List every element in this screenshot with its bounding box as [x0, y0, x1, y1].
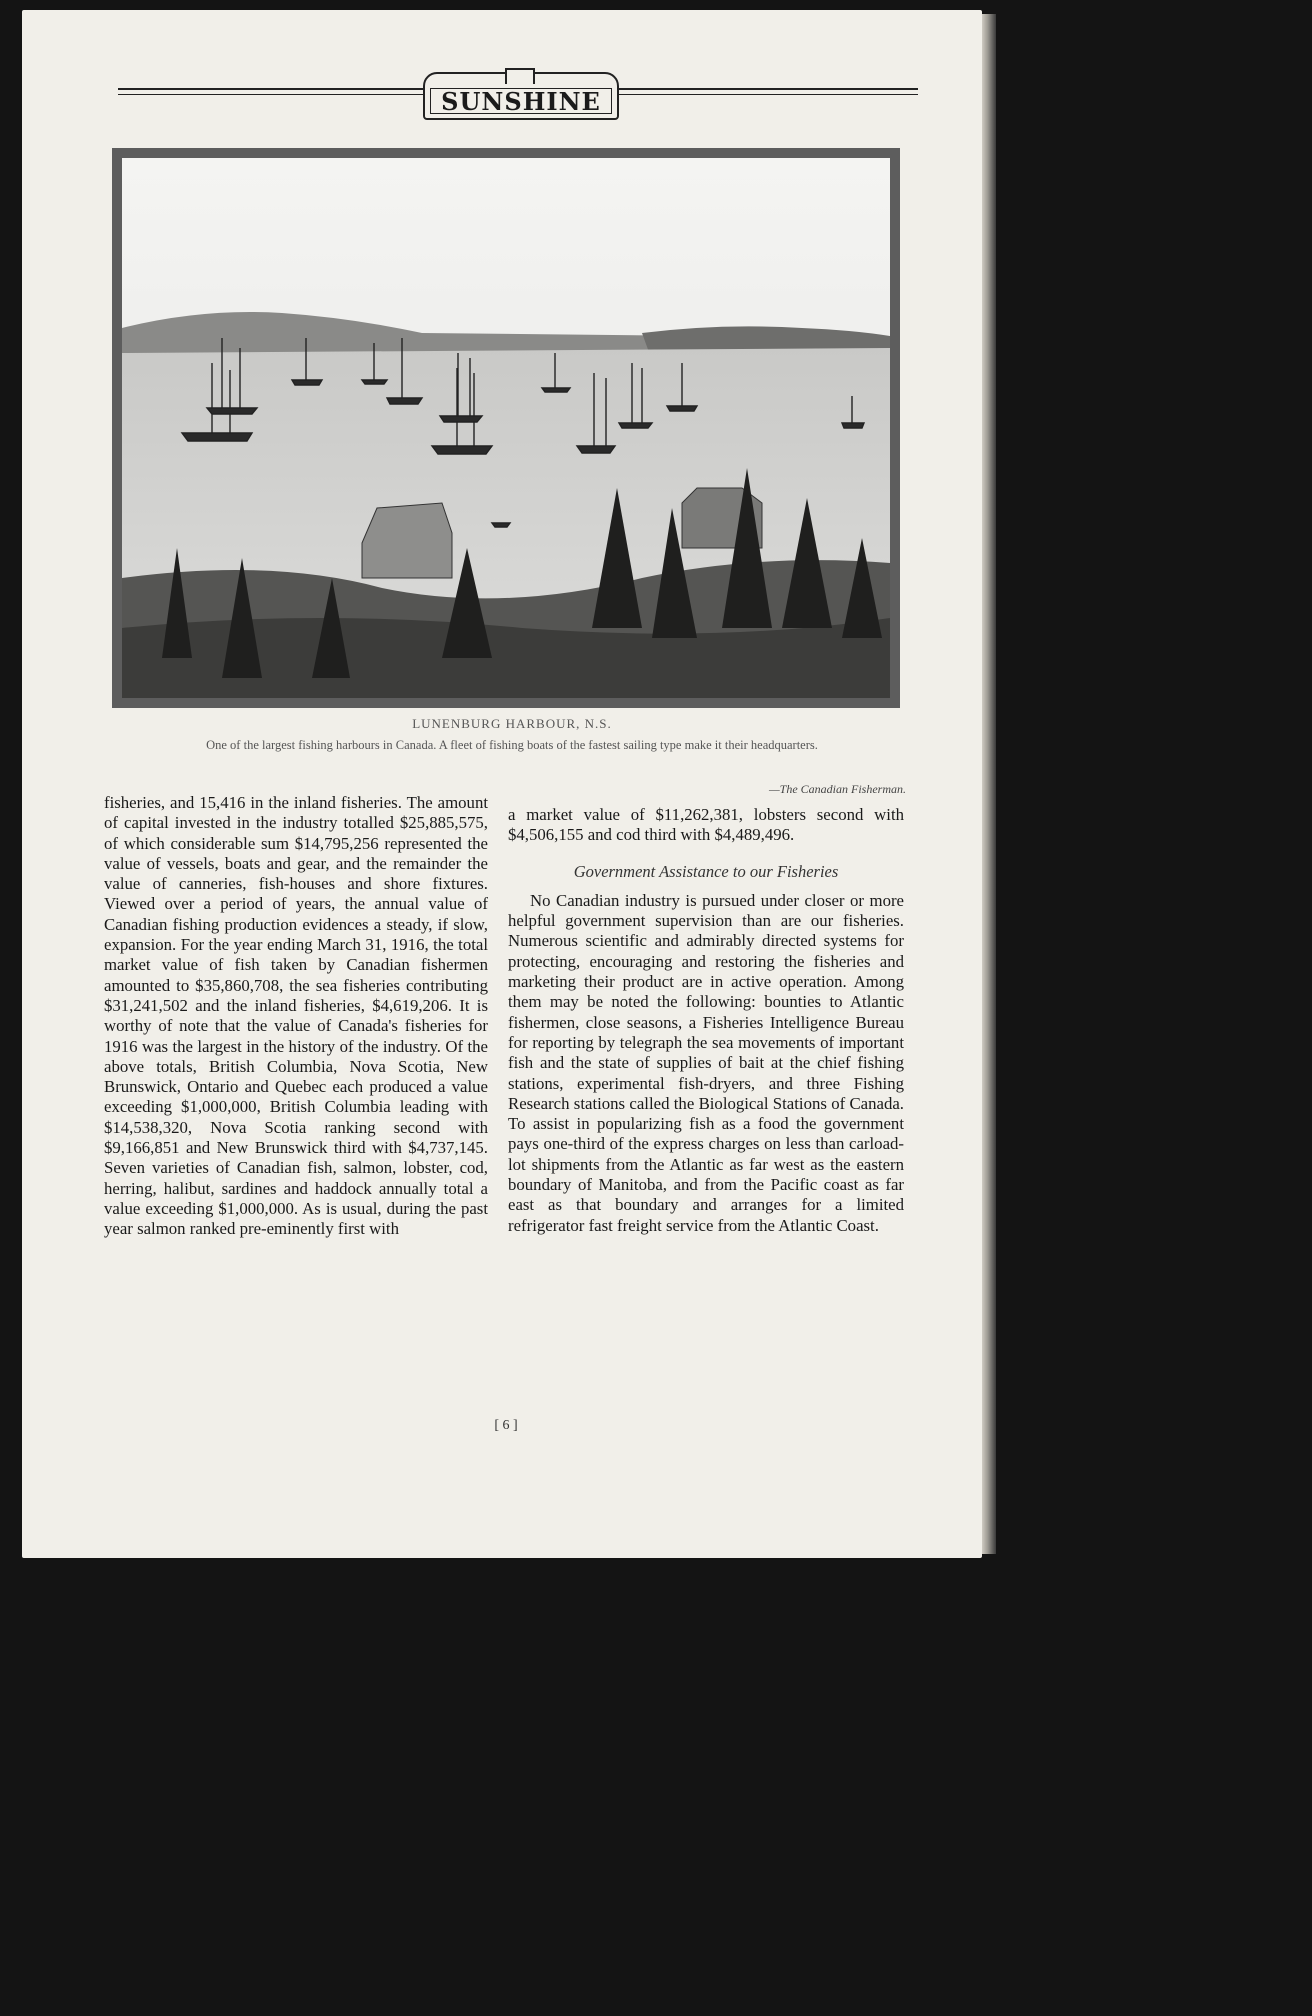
right-column-intro: a market value of $11,262,381, lobsters second with $4,506,155 and cod third with $4,489,496. [508, 805, 904, 845]
right-column-paragraph: No Canadian industry is pursued under closer or more helpful government supervision than are our fisheries. Numerous scientific and admirably directed systems for protecting, encouraging and restoring the fisheries and marketing their product are in active operation. Among them may be noted the following: bounties to Atlantic fishermen, close seasons, a Fisheries Intelligence Bureau for reporting by telegraph the sea movements of important fish and the state of supplies of bait at the chief fishing stations, experimental fish-dryers, and three Fishing Research stations called the Biological Stations of Canada. To assist in popularizing fish as a food the government pays one-third of the express charges on less than carload-lot shipments from the Atlantic as far west as the eastern boundary of Manitoba, and from the Pacific coast as far east as that boundary and arranges for a limited refrigerator fast freight service from the Atlantic Coast. [508, 890, 904, 1235]
page-edge [982, 14, 996, 1554]
masthead-crest [505, 68, 535, 84]
masthead [118, 62, 918, 124]
section-heading: Government Assistance to our Fisheries [573, 861, 839, 881]
page-number: [ 6 ] [494, 1418, 518, 1433]
masthead-plate [423, 72, 619, 120]
masthead-title: SUNSHINE [441, 86, 601, 116]
photo-caption [112, 716, 912, 796]
caption-text: One of the largest fishing harbours in Canada. A fleet of fishing boats of the fastest sailing type make it their headquarters. [206, 738, 818, 752]
photo-frame [112, 148, 900, 708]
left-column [104, 793, 488, 1240]
left-column-text: fisheries, and 15,416 in the inland fisheries. The amount of capital invested in the industry totalled $25,885,575, of which considerable sum $14,795,256 represented the value of vessels, boats and gear, and the remainder the value of canneries, fish-houses and shore fixtures. Viewed over a period of years, the annual value of Canadian fishing production evidences a steady, if slow, expansion. For the year ending March 31, 1916, the total market value of fish taken by Canadian fishermen amounted to $35,860,708, the sea fisheries contributing $31,241,502 and the inland fisheries, $4,619,206. It is worthy of note that the value of Canada's fisheries for 1916 was the largest in the history of the industry. Of the above totals, British Columbia, Nova Scotia, New Brunswick, Ontario and Quebec each produced a value exceeding $1,000,000, British Columbia leading with $14,538,320, Nova Scotia ranking second with $9,166,851 and New Brunswick third with $4,737,145. Seven varieties of Canadian fish, salmon, lobster, cod, herring, halibut, sardines and haddock annually total a value exceeding $1,000,000. As is usual, during the past year salmon ranked pre-eminently first with [104, 793, 488, 1239]
caption-title: LUNENBURG HARBOUR, N.S. [412, 716, 612, 731]
caption-credit: —The Canadian Fisherman. [768, 782, 906, 796]
harbour-photo [122, 158, 890, 698]
right-column [508, 805, 904, 1236]
